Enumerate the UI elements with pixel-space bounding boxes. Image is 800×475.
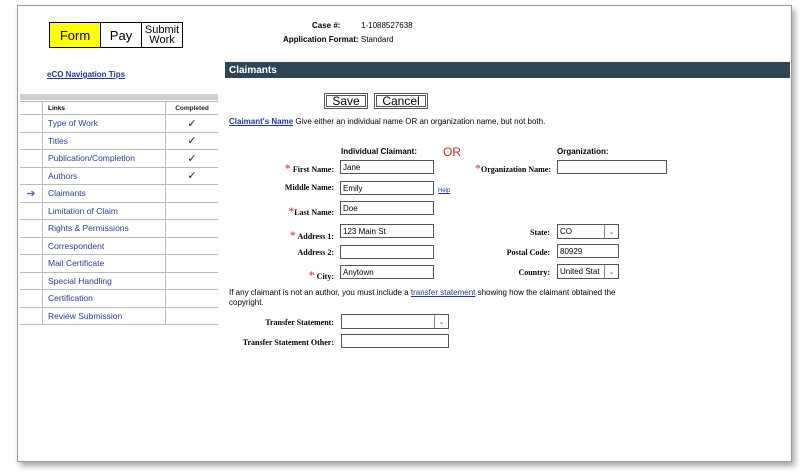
transfer-note: If any claimant is not an author, you must include a transfer statement showing how the claimant obtained the copyright. xyxy=(229,288,616,307)
address1-input[interactable]: 123 Main St xyxy=(340,224,434,238)
middle-name-label: Middle Name: xyxy=(284,183,334,192)
transfer-statement-select[interactable] xyxy=(341,314,449,329)
sidebar-item[interactable] xyxy=(20,308,218,326)
help-link[interactable]: Help xyxy=(438,188,451,194)
address1-label: * Address 1: xyxy=(289,228,334,242)
case-number-value: 1-1088527638 xyxy=(361,21,413,30)
sidebar-item-label[interactable]: Rights & Permissions xyxy=(42,220,166,237)
claimant-name-hint: Give either an individual name OR an organization name, but not both. xyxy=(295,117,546,126)
step-tabs xyxy=(49,22,183,48)
chevron-down-icon: ⌄ xyxy=(604,265,618,278)
required-marker: * xyxy=(284,161,291,175)
checkmark-icon: ✓ xyxy=(187,117,197,130)
section-title-bar xyxy=(225,62,790,78)
sidebar-item-label[interactable]: Claimants xyxy=(42,185,166,202)
sidebar-item-label[interactable]: Limitation of Claim xyxy=(42,203,166,220)
sidebar-item-label[interactable]: Certification xyxy=(42,290,166,307)
sidebar-item[interactable] xyxy=(20,238,218,256)
transfer-statement-other-label: Transfer Statement Other: xyxy=(242,338,334,347)
country-value: United Stat xyxy=(560,267,600,276)
state-value: CO xyxy=(560,227,572,236)
eco-navigation-tips-link[interactable]: eCO Navigation Tips xyxy=(47,70,126,79)
address2-input[interactable] xyxy=(340,245,434,259)
postal-code-input[interactable]: 80929 xyxy=(557,244,619,258)
middle-name-input[interactable]: Emily xyxy=(340,181,434,195)
city-label: * City: xyxy=(308,268,334,282)
sidebar-item-label[interactable]: Publication/Completion xyxy=(42,150,166,167)
claimant-name-line xyxy=(229,117,545,126)
step-pay-tab[interactable]: Pay xyxy=(101,23,142,47)
country-label: Country: xyxy=(518,268,550,277)
sidebar-item[interactable] xyxy=(20,290,218,308)
sidebar-item-label[interactable]: Mail Certificate xyxy=(42,255,166,272)
sidebar-item[interactable] xyxy=(20,185,218,203)
section-title: Claimants xyxy=(229,64,277,76)
nav-header-completed: Completed xyxy=(175,104,209,112)
sidebar-item[interactable] xyxy=(20,220,218,238)
postal-code-label: Postal Code: xyxy=(506,248,550,257)
step-form-tab[interactable]: Form xyxy=(50,23,101,47)
address2-label: Address 2: xyxy=(297,248,334,257)
first-name-input[interactable]: Jane xyxy=(340,160,434,174)
step-submit-work-tab[interactable] xyxy=(142,23,182,47)
save-button[interactable]: Save xyxy=(324,93,368,109)
required-marker: * xyxy=(288,204,295,218)
sidebar-item-label[interactable]: Titles xyxy=(42,133,166,150)
nav-header-links: Links xyxy=(42,102,166,114)
sidebar-item[interactable] xyxy=(20,133,218,151)
chevron-down-icon: ⌄ xyxy=(434,315,448,328)
checkmark-icon: ✓ xyxy=(187,152,197,165)
organization-name-label: *Organization Name: xyxy=(475,161,551,175)
sidebar-item[interactable] xyxy=(20,150,218,168)
required-marker: * xyxy=(308,268,315,282)
transfer-statement-other-input[interactable] xyxy=(341,334,449,348)
required-marker: * xyxy=(289,228,296,242)
case-number-label: Case #: xyxy=(312,21,341,30)
nav-top-divider xyxy=(20,94,218,100)
checkmark-icon: ✓ xyxy=(187,170,197,183)
required-marker: * xyxy=(475,161,481,175)
current-step-arrow-icon: ➔ xyxy=(26,187,36,200)
application-format-value: Standard xyxy=(361,35,394,44)
or-separator: OR xyxy=(443,145,461,159)
cancel-button[interactable]: Cancel xyxy=(374,93,428,109)
sidebar-item-label[interactable]: Authors xyxy=(42,168,166,185)
transfer-statement-label: Transfer Statement: xyxy=(265,318,334,327)
sidebar-item[interactable] xyxy=(20,273,218,291)
sidebar-item[interactable] xyxy=(20,115,218,133)
organization-name-input[interactable] xyxy=(557,160,667,174)
sidebar-item-label[interactable]: Correspondent xyxy=(42,238,166,255)
application-format-label: Application Format: xyxy=(283,35,359,44)
last-name-label: *Last Name: xyxy=(288,204,334,218)
sidebar-item[interactable] xyxy=(20,168,218,186)
nav-header-row xyxy=(20,102,218,115)
last-name-input[interactable]: Doe xyxy=(340,201,434,215)
checkmark-icon: ✓ xyxy=(187,135,197,148)
sidebar-item[interactable] xyxy=(20,255,218,273)
country-select[interactable] xyxy=(557,264,619,279)
transfer-statement-link[interactable]: transfer statement xyxy=(410,288,476,297)
submit-line1: Submit xyxy=(144,24,180,36)
chevron-down-icon: ⌄ xyxy=(604,225,618,238)
claimants-name-link[interactable]: Claimant's Name xyxy=(229,117,294,126)
individual-claimant-heading: Individual Claimant: xyxy=(341,147,418,156)
sidebar-item-label[interactable]: Type of Work xyxy=(42,115,166,132)
first-name-label: * First Name: xyxy=(284,161,334,175)
submit-line2: Work xyxy=(149,34,175,46)
sidebar-item[interactable] xyxy=(20,203,218,221)
sidebar-item-label[interactable]: Review Submission xyxy=(42,308,166,325)
organization-heading: Organization: xyxy=(557,147,609,156)
sidebar-item-label[interactable]: Special Handling xyxy=(42,273,166,290)
state-label: State: xyxy=(530,228,550,237)
nav-links-table xyxy=(20,101,218,325)
state-select[interactable] xyxy=(557,224,619,239)
city-input[interactable]: Anytown xyxy=(340,265,434,279)
